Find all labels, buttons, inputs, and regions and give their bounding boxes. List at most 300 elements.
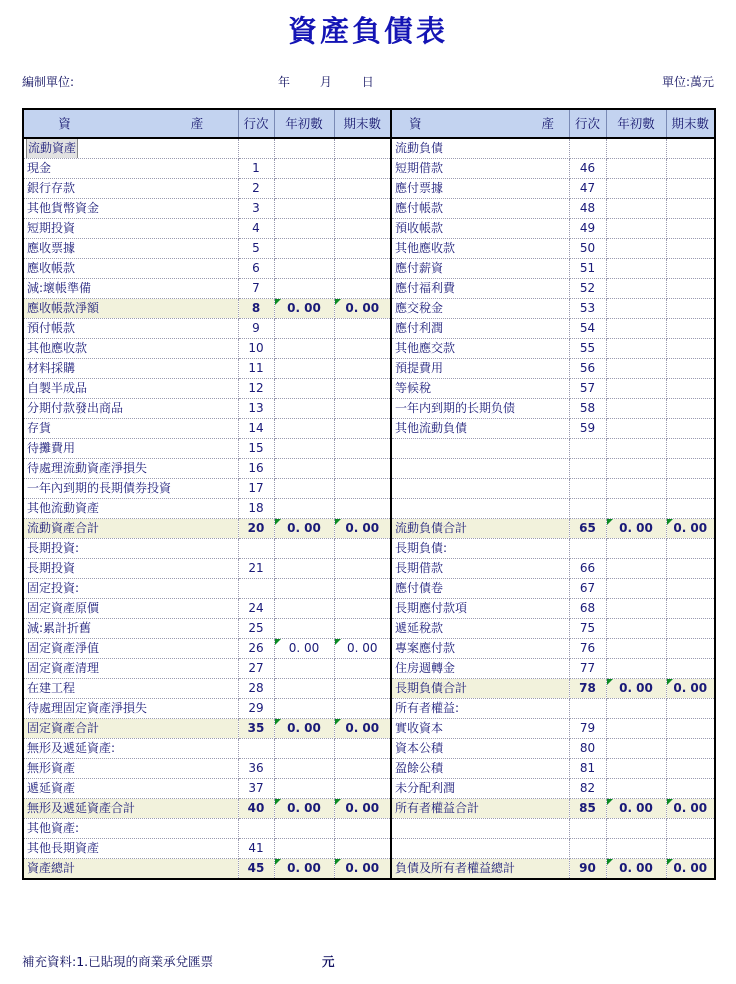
row-end-value-right[interactable] bbox=[666, 399, 715, 419]
row-number-left[interactable]: 37 bbox=[238, 779, 274, 799]
row-label-right[interactable] bbox=[391, 459, 569, 479]
row-number-right[interactable]: 48 bbox=[569, 199, 606, 219]
row-number-right[interactable]: 78 bbox=[569, 679, 606, 699]
row-label-left[interactable] bbox=[23, 138, 238, 159]
row-end-value-left[interactable]: 0. 00 bbox=[334, 299, 391, 319]
row-label-left[interactable]: 一年內到期的長期債券投資 bbox=[23, 479, 238, 499]
row-number-left[interactable]: 15 bbox=[238, 439, 274, 459]
row-label-right[interactable]: 其他應交款 bbox=[391, 339, 569, 359]
row-begin-value-left[interactable]: 0. 00 bbox=[274, 719, 334, 739]
row-end-value-left[interactable] bbox=[334, 659, 391, 679]
row-number-right[interactable]: 66 bbox=[569, 559, 606, 579]
row-label-right[interactable]: 其他應收款 bbox=[391, 239, 569, 259]
row-begin-value-left[interactable] bbox=[274, 138, 334, 159]
row-begin-value-right[interactable] bbox=[606, 379, 666, 399]
row-begin-value-left[interactable] bbox=[274, 379, 334, 399]
row-begin-value-right[interactable] bbox=[606, 359, 666, 379]
row-number-left[interactable]: 10 bbox=[238, 339, 274, 359]
row-end-value-right[interactable]: 0. 00 bbox=[666, 799, 715, 819]
row-begin-value-right[interactable] bbox=[606, 299, 666, 319]
row-label-right[interactable]: 所有者權益合計 bbox=[391, 799, 569, 819]
row-end-value-left[interactable] bbox=[334, 819, 391, 839]
row-label-right[interactable]: 應付福利費 bbox=[391, 279, 569, 299]
row-end-value-left[interactable] bbox=[334, 138, 391, 159]
row-end-value-right[interactable]: 0. 00 bbox=[666, 679, 715, 699]
row-end-value-left[interactable] bbox=[334, 439, 391, 459]
row-end-value-right[interactable] bbox=[666, 539, 715, 559]
row-label-left[interactable]: 其他資產: bbox=[23, 819, 238, 839]
row-label-left[interactable]: 應收票據 bbox=[23, 239, 238, 259]
row-number-right[interactable]: 68 bbox=[569, 599, 606, 619]
row-begin-value-right[interactable] bbox=[606, 259, 666, 279]
row-end-value-left[interactable] bbox=[334, 339, 391, 359]
row-label-right[interactable]: 等候稅 bbox=[391, 379, 569, 399]
row-number-left[interactable] bbox=[238, 739, 274, 759]
row-number-left[interactable]: 14 bbox=[238, 419, 274, 439]
row-end-value-left[interactable] bbox=[334, 159, 391, 179]
row-begin-value-left[interactable] bbox=[274, 659, 334, 679]
row-end-value-right[interactable] bbox=[666, 739, 715, 759]
row-end-value-left[interactable] bbox=[334, 699, 391, 719]
row-end-value-left[interactable] bbox=[334, 459, 391, 479]
row-label-right[interactable]: 短期借款 bbox=[391, 159, 569, 179]
row-label-left[interactable]: 在建工程 bbox=[23, 679, 238, 699]
row-end-value-left[interactable] bbox=[334, 559, 391, 579]
row-number-right[interactable]: 85 bbox=[569, 799, 606, 819]
row-label-left[interactable]: 減:累計折舊 bbox=[23, 619, 238, 639]
row-number-left[interactable]: 26 bbox=[238, 639, 274, 659]
row-begin-value-left[interactable] bbox=[274, 559, 334, 579]
row-label-left[interactable]: 待攤費用 bbox=[23, 439, 238, 459]
row-end-value-left[interactable] bbox=[334, 359, 391, 379]
row-label-right[interactable]: 長期負債: bbox=[391, 539, 569, 559]
row-end-value-right[interactable] bbox=[666, 279, 715, 299]
row-number-right[interactable]: 52 bbox=[569, 279, 606, 299]
row-number-right[interactable]: 59 bbox=[569, 419, 606, 439]
row-label-right[interactable]: 應交稅金 bbox=[391, 299, 569, 319]
row-begin-value-right[interactable] bbox=[606, 339, 666, 359]
row-begin-value-right[interactable] bbox=[606, 239, 666, 259]
row-begin-value-left[interactable]: 0. 00 bbox=[274, 639, 334, 659]
row-end-value-left[interactable] bbox=[334, 599, 391, 619]
row-number-left[interactable]: 24 bbox=[238, 599, 274, 619]
row-begin-value-left[interactable] bbox=[274, 619, 334, 639]
row-begin-value-right[interactable] bbox=[606, 539, 666, 559]
row-end-value-right[interactable] bbox=[666, 299, 715, 319]
row-label-right[interactable]: 應付票據 bbox=[391, 179, 569, 199]
row-number-right[interactable] bbox=[569, 699, 606, 719]
row-label-right[interactable] bbox=[391, 819, 569, 839]
row-end-value-right[interactable] bbox=[666, 819, 715, 839]
row-end-value-right[interactable] bbox=[666, 479, 715, 499]
row-begin-value-right[interactable] bbox=[606, 319, 666, 339]
row-label-right[interactable]: 應付帳款 bbox=[391, 199, 569, 219]
row-label-left[interactable]: 減:壞帳準備 bbox=[23, 279, 238, 299]
row-begin-value-left[interactable] bbox=[274, 319, 334, 339]
row-number-right[interactable] bbox=[569, 459, 606, 479]
row-label-left[interactable]: 流動資產合計 bbox=[23, 519, 238, 539]
row-label-right[interactable] bbox=[391, 439, 569, 459]
row-begin-value-right[interactable] bbox=[606, 619, 666, 639]
row-begin-value-right[interactable] bbox=[606, 759, 666, 779]
row-begin-value-right[interactable] bbox=[606, 219, 666, 239]
row-number-left[interactable]: 25 bbox=[238, 619, 274, 639]
row-label-right[interactable]: 所有者權益: bbox=[391, 699, 569, 719]
row-begin-value-right[interactable] bbox=[606, 819, 666, 839]
row-label-left[interactable]: 應收帳款淨額 bbox=[23, 299, 238, 319]
row-number-left[interactable]: 3 bbox=[238, 199, 274, 219]
row-end-value-right[interactable] bbox=[666, 199, 715, 219]
row-number-left[interactable]: 13 bbox=[238, 399, 274, 419]
row-label-right[interactable]: 實收資本 bbox=[391, 719, 569, 739]
row-begin-value-left[interactable] bbox=[274, 479, 334, 499]
row-begin-value-right[interactable] bbox=[606, 639, 666, 659]
row-label-right[interactable]: 長期應付款項 bbox=[391, 599, 569, 619]
row-end-value-right[interactable] bbox=[666, 719, 715, 739]
row-number-left[interactable]: 41 bbox=[238, 839, 274, 859]
row-end-value-right[interactable] bbox=[666, 439, 715, 459]
row-label-left[interactable]: 材料採購 bbox=[23, 359, 238, 379]
row-end-value-left[interactable] bbox=[334, 739, 391, 759]
row-end-value-left[interactable] bbox=[334, 199, 391, 219]
row-end-value-right[interactable] bbox=[666, 779, 715, 799]
row-number-left[interactable]: 20 bbox=[238, 519, 274, 539]
row-end-value-left[interactable]: 0. 00 bbox=[334, 719, 391, 739]
row-label-left[interactable]: 無形及遞延資產: bbox=[23, 739, 238, 759]
row-begin-value-left[interactable] bbox=[274, 839, 334, 859]
row-label-right[interactable] bbox=[391, 499, 569, 519]
row-end-value-right[interactable] bbox=[666, 379, 715, 399]
row-begin-value-left[interactable] bbox=[274, 399, 334, 419]
row-number-left[interactable]: 29 bbox=[238, 699, 274, 719]
row-label-left[interactable]: 長期投資 bbox=[23, 559, 238, 579]
row-number-left[interactable]: 28 bbox=[238, 679, 274, 699]
row-end-value-left[interactable] bbox=[334, 619, 391, 639]
row-begin-value-left[interactable] bbox=[274, 419, 334, 439]
row-begin-value-left[interactable]: 0. 00 bbox=[274, 859, 334, 880]
date-day-label: 日 bbox=[361, 74, 374, 89]
row-begin-value-left[interactable] bbox=[274, 819, 334, 839]
row-number-left[interactable]: 45 bbox=[238, 859, 274, 880]
row-number-left[interactable]: 12 bbox=[238, 379, 274, 399]
row-end-value-right[interactable] bbox=[666, 499, 715, 519]
row-number-right[interactable]: 49 bbox=[569, 219, 606, 239]
row-end-value-right[interactable] bbox=[666, 459, 715, 479]
row-end-value-right[interactable] bbox=[666, 699, 715, 719]
row-label-left[interactable]: 銀行存款 bbox=[23, 179, 238, 199]
row-end-value-right[interactable] bbox=[666, 419, 715, 439]
row-number-right[interactable]: 51 bbox=[569, 259, 606, 279]
row-label-right[interactable]: 其他流動負債 bbox=[391, 419, 569, 439]
row-number-left[interactable]: 17 bbox=[238, 479, 274, 499]
row-label-right[interactable]: 流動負債合計 bbox=[391, 519, 569, 539]
row-label-left[interactable]: 無形資產 bbox=[23, 759, 238, 779]
row-end-value-right[interactable] bbox=[666, 319, 715, 339]
row-label-right[interactable]: 未分配利潤 bbox=[391, 779, 569, 799]
row-number-left[interactable]: 2 bbox=[238, 179, 274, 199]
row-number-right[interactable]: 54 bbox=[569, 319, 606, 339]
row-number-right[interactable]: 58 bbox=[569, 399, 606, 419]
row-label-left[interactable]: 預付帳款 bbox=[23, 319, 238, 339]
row-begin-value-right[interactable] bbox=[606, 439, 666, 459]
row-label-left[interactable]: 待處理固定資產淨損失 bbox=[23, 699, 238, 719]
row-number-right[interactable] bbox=[569, 138, 606, 159]
row-end-value-right[interactable] bbox=[666, 619, 715, 639]
row-label-left[interactable]: 固定投資: bbox=[23, 579, 238, 599]
header-asset-label-left: 資 產 bbox=[23, 109, 238, 138]
row-label-right[interactable]: 資本公積 bbox=[391, 739, 569, 759]
row-label-left[interactable]: 固定資產合計 bbox=[23, 719, 238, 739]
row-end-value-left[interactable] bbox=[334, 239, 391, 259]
row-label-left[interactable]: 遞延資產 bbox=[23, 779, 238, 799]
row-number-left[interactable]: 1 bbox=[238, 159, 274, 179]
row-end-value-left[interactable] bbox=[334, 379, 391, 399]
row-begin-value-right[interactable] bbox=[606, 419, 666, 439]
row-end-value-left[interactable] bbox=[334, 539, 391, 559]
row-end-value-right[interactable] bbox=[666, 359, 715, 379]
row-label-left[interactable]: 資產總計 bbox=[23, 859, 238, 880]
row-number-right[interactable] bbox=[569, 819, 606, 839]
row-begin-value-right[interactable] bbox=[606, 479, 666, 499]
row-number-left[interactable]: 5 bbox=[238, 239, 274, 259]
row-begin-value-left[interactable] bbox=[274, 239, 334, 259]
row-end-value-left[interactable] bbox=[334, 279, 391, 299]
row-begin-value-left[interactable] bbox=[274, 279, 334, 299]
row-begin-value-left[interactable] bbox=[274, 179, 334, 199]
row-begin-value-right[interactable] bbox=[606, 199, 666, 219]
row-begin-value-right[interactable]: 0. 00 bbox=[606, 799, 666, 819]
row-label-left[interactable]: 分期付款發出商品 bbox=[23, 399, 238, 419]
row-label-left[interactable]: 其他貨幣資金 bbox=[23, 199, 238, 219]
table-row bbox=[23, 199, 715, 219]
row-number-right[interactable]: 46 bbox=[569, 159, 606, 179]
row-end-value-right[interactable]: 0. 00 bbox=[666, 519, 715, 539]
row-label-left[interactable]: 長期投資: bbox=[23, 539, 238, 559]
row-number-right[interactable]: 79 bbox=[569, 719, 606, 739]
row-end-value-right[interactable] bbox=[666, 259, 715, 279]
row-end-value-left[interactable] bbox=[334, 839, 391, 859]
row-number-left[interactable]: 8 bbox=[238, 299, 274, 319]
row-number-right[interactable] bbox=[569, 839, 606, 859]
row-number-left[interactable]: 35 bbox=[238, 719, 274, 739]
row-number-right[interactable]: 67 bbox=[569, 579, 606, 599]
row-label-right[interactable] bbox=[391, 839, 569, 859]
row-label-left[interactable]: 短期投資 bbox=[23, 219, 238, 239]
row-number-left[interactable]: 7 bbox=[238, 279, 274, 299]
row-end-value-left[interactable] bbox=[334, 759, 391, 779]
row-end-value-left[interactable] bbox=[334, 579, 391, 599]
row-end-value-right[interactable] bbox=[666, 599, 715, 619]
row-number-right[interactable]: 76 bbox=[569, 639, 606, 659]
row-label-left[interactable]: 固定資產原價 bbox=[23, 599, 238, 619]
row-begin-value-right[interactable] bbox=[606, 839, 666, 859]
row-number-right[interactable]: 75 bbox=[569, 619, 606, 639]
row-begin-value-left[interactable] bbox=[274, 599, 334, 619]
row-number-right[interactable] bbox=[569, 499, 606, 519]
row-number-left[interactable]: 40 bbox=[238, 799, 274, 819]
row-begin-value-left[interactable] bbox=[274, 259, 334, 279]
row-end-value-right[interactable] bbox=[666, 239, 715, 259]
row-label-right[interactable]: 預提費用 bbox=[391, 359, 569, 379]
row-number-right[interactable] bbox=[569, 439, 606, 459]
row-begin-value-left[interactable] bbox=[274, 679, 334, 699]
row-end-value-right[interactable] bbox=[666, 579, 715, 599]
row-begin-value-left[interactable] bbox=[274, 339, 334, 359]
row-number-left[interactable]: 36 bbox=[238, 759, 274, 779]
row-begin-value-right[interactable] bbox=[606, 739, 666, 759]
row-begin-value-left[interactable]: 0. 00 bbox=[274, 519, 334, 539]
row-number-left[interactable]: 6 bbox=[238, 259, 274, 279]
row-label-right[interactable]: 一年内到期的长期负债 bbox=[391, 399, 569, 419]
row-label-right[interactable]: 應付利潤 bbox=[391, 319, 569, 339]
row-end-value-left[interactable] bbox=[334, 179, 391, 199]
row-begin-value-right[interactable] bbox=[606, 179, 666, 199]
row-label-right[interactable]: 應付薪資 bbox=[391, 259, 569, 279]
row-begin-value-left[interactable] bbox=[274, 739, 334, 759]
row-begin-value-left[interactable] bbox=[274, 359, 334, 379]
row-number-left[interactable]: 27 bbox=[238, 659, 274, 679]
row-begin-value-right[interactable] bbox=[606, 579, 666, 599]
row-end-value-right[interactable] bbox=[666, 219, 715, 239]
row-end-value-left[interactable] bbox=[334, 679, 391, 699]
row-begin-value-right[interactable] bbox=[606, 459, 666, 479]
row-label-left[interactable]: 固定資產清理 bbox=[23, 659, 238, 679]
row-begin-value-right[interactable]: 0. 00 bbox=[606, 679, 666, 699]
row-end-value-right[interactable] bbox=[666, 559, 715, 579]
row-label-left[interactable]: 固定資產淨值 bbox=[23, 639, 238, 659]
row-label-right[interactable]: 專案應付款 bbox=[391, 639, 569, 659]
row-number-left[interactable] bbox=[238, 138, 274, 159]
row-label-right[interactable]: 盈餘公積 bbox=[391, 759, 569, 779]
row-number-right[interactable] bbox=[569, 539, 606, 559]
row-begin-value-right[interactable] bbox=[606, 138, 666, 159]
row-number-left[interactable]: 16 bbox=[238, 459, 274, 479]
row-begin-value-right[interactable] bbox=[606, 659, 666, 679]
row-number-right[interactable]: 56 bbox=[569, 359, 606, 379]
row-begin-value-left[interactable] bbox=[274, 779, 334, 799]
row-number-left[interactable] bbox=[238, 819, 274, 839]
row-label-right[interactable]: 長期借款 bbox=[391, 559, 569, 579]
row-end-value-left[interactable] bbox=[334, 499, 391, 519]
row-begin-value-right[interactable] bbox=[606, 159, 666, 179]
row-end-value-left[interactable] bbox=[334, 779, 391, 799]
row-end-value-left[interactable]: 0. 00 bbox=[334, 639, 391, 659]
row-number-left[interactable]: 18 bbox=[238, 499, 274, 519]
row-number-left[interactable]: 4 bbox=[238, 219, 274, 239]
row-number-right[interactable]: 65 bbox=[569, 519, 606, 539]
row-number-right[interactable]: 53 bbox=[569, 299, 606, 319]
row-label-left[interactable]: 自製半成品 bbox=[23, 379, 238, 399]
table-row bbox=[23, 679, 715, 699]
row-begin-value-left[interactable]: 0. 00 bbox=[274, 299, 334, 319]
row-number-left[interactable]: 9 bbox=[238, 319, 274, 339]
row-end-value-right[interactable] bbox=[666, 759, 715, 779]
row-begin-value-left[interactable] bbox=[274, 219, 334, 239]
row-end-value-left[interactable] bbox=[334, 399, 391, 419]
row-number-right[interactable]: 57 bbox=[569, 379, 606, 399]
row-number-right[interactable]: 81 bbox=[569, 759, 606, 779]
row-begin-value-left[interactable]: 0. 00 bbox=[274, 799, 334, 819]
row-begin-value-right[interactable] bbox=[606, 399, 666, 419]
row-end-value-right[interactable] bbox=[666, 639, 715, 659]
row-begin-value-left[interactable] bbox=[274, 159, 334, 179]
row-label-left[interactable]: 應收帳款 bbox=[23, 259, 238, 279]
row-begin-value-right[interactable] bbox=[606, 499, 666, 519]
row-begin-value-left[interactable] bbox=[274, 199, 334, 219]
row-begin-value-right[interactable] bbox=[606, 779, 666, 799]
row-number-left[interactable]: 11 bbox=[238, 359, 274, 379]
row-begin-value-right[interactable]: 0. 00 bbox=[606, 519, 666, 539]
row-end-value-left[interactable]: 0. 00 bbox=[334, 519, 391, 539]
row-end-value-left[interactable] bbox=[334, 419, 391, 439]
row-number-right[interactable]: 77 bbox=[569, 659, 606, 679]
row-number-right[interactable]: 50 bbox=[569, 239, 606, 259]
row-number-right[interactable]: 47 bbox=[569, 179, 606, 199]
row-begin-value-left[interactable] bbox=[274, 459, 334, 479]
row-label-left[interactable]: 無形及遞延資產合計 bbox=[23, 799, 238, 819]
row-label-left[interactable]: 其他流動資產 bbox=[23, 499, 238, 519]
row-begin-value-right[interactable] bbox=[606, 699, 666, 719]
row-begin-value-right[interactable]: 0. 00 bbox=[606, 859, 666, 880]
row-number-left[interactable]: 21 bbox=[238, 559, 274, 579]
row-begin-value-left[interactable] bbox=[274, 439, 334, 459]
row-begin-value-right[interactable] bbox=[606, 599, 666, 619]
row-label-right[interactable]: 預收帳款 bbox=[391, 219, 569, 239]
row-end-value-right[interactable] bbox=[666, 159, 715, 179]
row-label-left[interactable]: 存貨 bbox=[23, 419, 238, 439]
row-end-value-left[interactable]: 0. 00 bbox=[334, 799, 391, 819]
row-label-right[interactable]: 遞延稅款 bbox=[391, 619, 569, 639]
row-label-left[interactable]: 待處理流動資產淨損失 bbox=[23, 459, 238, 479]
row-begin-value-left[interactable] bbox=[274, 759, 334, 779]
row-begin-value-left[interactable] bbox=[274, 699, 334, 719]
row-end-value-right[interactable] bbox=[666, 659, 715, 679]
row-begin-value-right[interactable] bbox=[606, 719, 666, 739]
row-end-value-right[interactable]: 0. 00 bbox=[666, 859, 715, 880]
row-label-right[interactable] bbox=[391, 479, 569, 499]
row-label-right[interactable]: 應付債卷 bbox=[391, 579, 569, 599]
row-number-left[interactable] bbox=[238, 539, 274, 559]
row-number-right[interactable]: 55 bbox=[569, 339, 606, 359]
row-end-value-left[interactable] bbox=[334, 219, 391, 239]
row-number-right[interactable]: 80 bbox=[569, 739, 606, 759]
row-label-left[interactable]: 現金 bbox=[23, 159, 238, 179]
row-number-right[interactable]: 90 bbox=[569, 859, 606, 880]
row-label-left[interactable]: 其他長期資產 bbox=[23, 839, 238, 859]
row-begin-value-right[interactable] bbox=[606, 559, 666, 579]
row-end-value-right[interactable] bbox=[666, 138, 715, 159]
row-end-value-left[interactable] bbox=[334, 319, 391, 339]
row-label-right[interactable]: 長期負債合計 bbox=[391, 679, 569, 699]
row-begin-value-left[interactable] bbox=[274, 539, 334, 559]
row-label-right[interactable]: 住房週轉金 bbox=[391, 659, 569, 679]
row-label-right[interactable]: 流動負債 bbox=[391, 138, 569, 159]
row-label-left[interactable]: 其他應收款 bbox=[23, 339, 238, 359]
row-end-value-right[interactable] bbox=[666, 839, 715, 859]
row-end-value-left[interactable] bbox=[334, 259, 391, 279]
row-begin-value-left[interactable] bbox=[274, 579, 334, 599]
row-label-right[interactable]: 負債及所有者權益總計 bbox=[391, 859, 569, 880]
row-number-right[interactable] bbox=[569, 479, 606, 499]
row-end-value-right[interactable] bbox=[666, 179, 715, 199]
row-begin-value-right[interactable] bbox=[606, 279, 666, 299]
row-end-value-left[interactable]: 0. 00 bbox=[334, 859, 391, 880]
row-number-right[interactable]: 82 bbox=[569, 779, 606, 799]
row-end-value-right[interactable] bbox=[666, 339, 715, 359]
row-end-value-left[interactable] bbox=[334, 479, 391, 499]
row-number-left[interactable] bbox=[238, 579, 274, 599]
row-begin-value-left[interactable] bbox=[274, 499, 334, 519]
